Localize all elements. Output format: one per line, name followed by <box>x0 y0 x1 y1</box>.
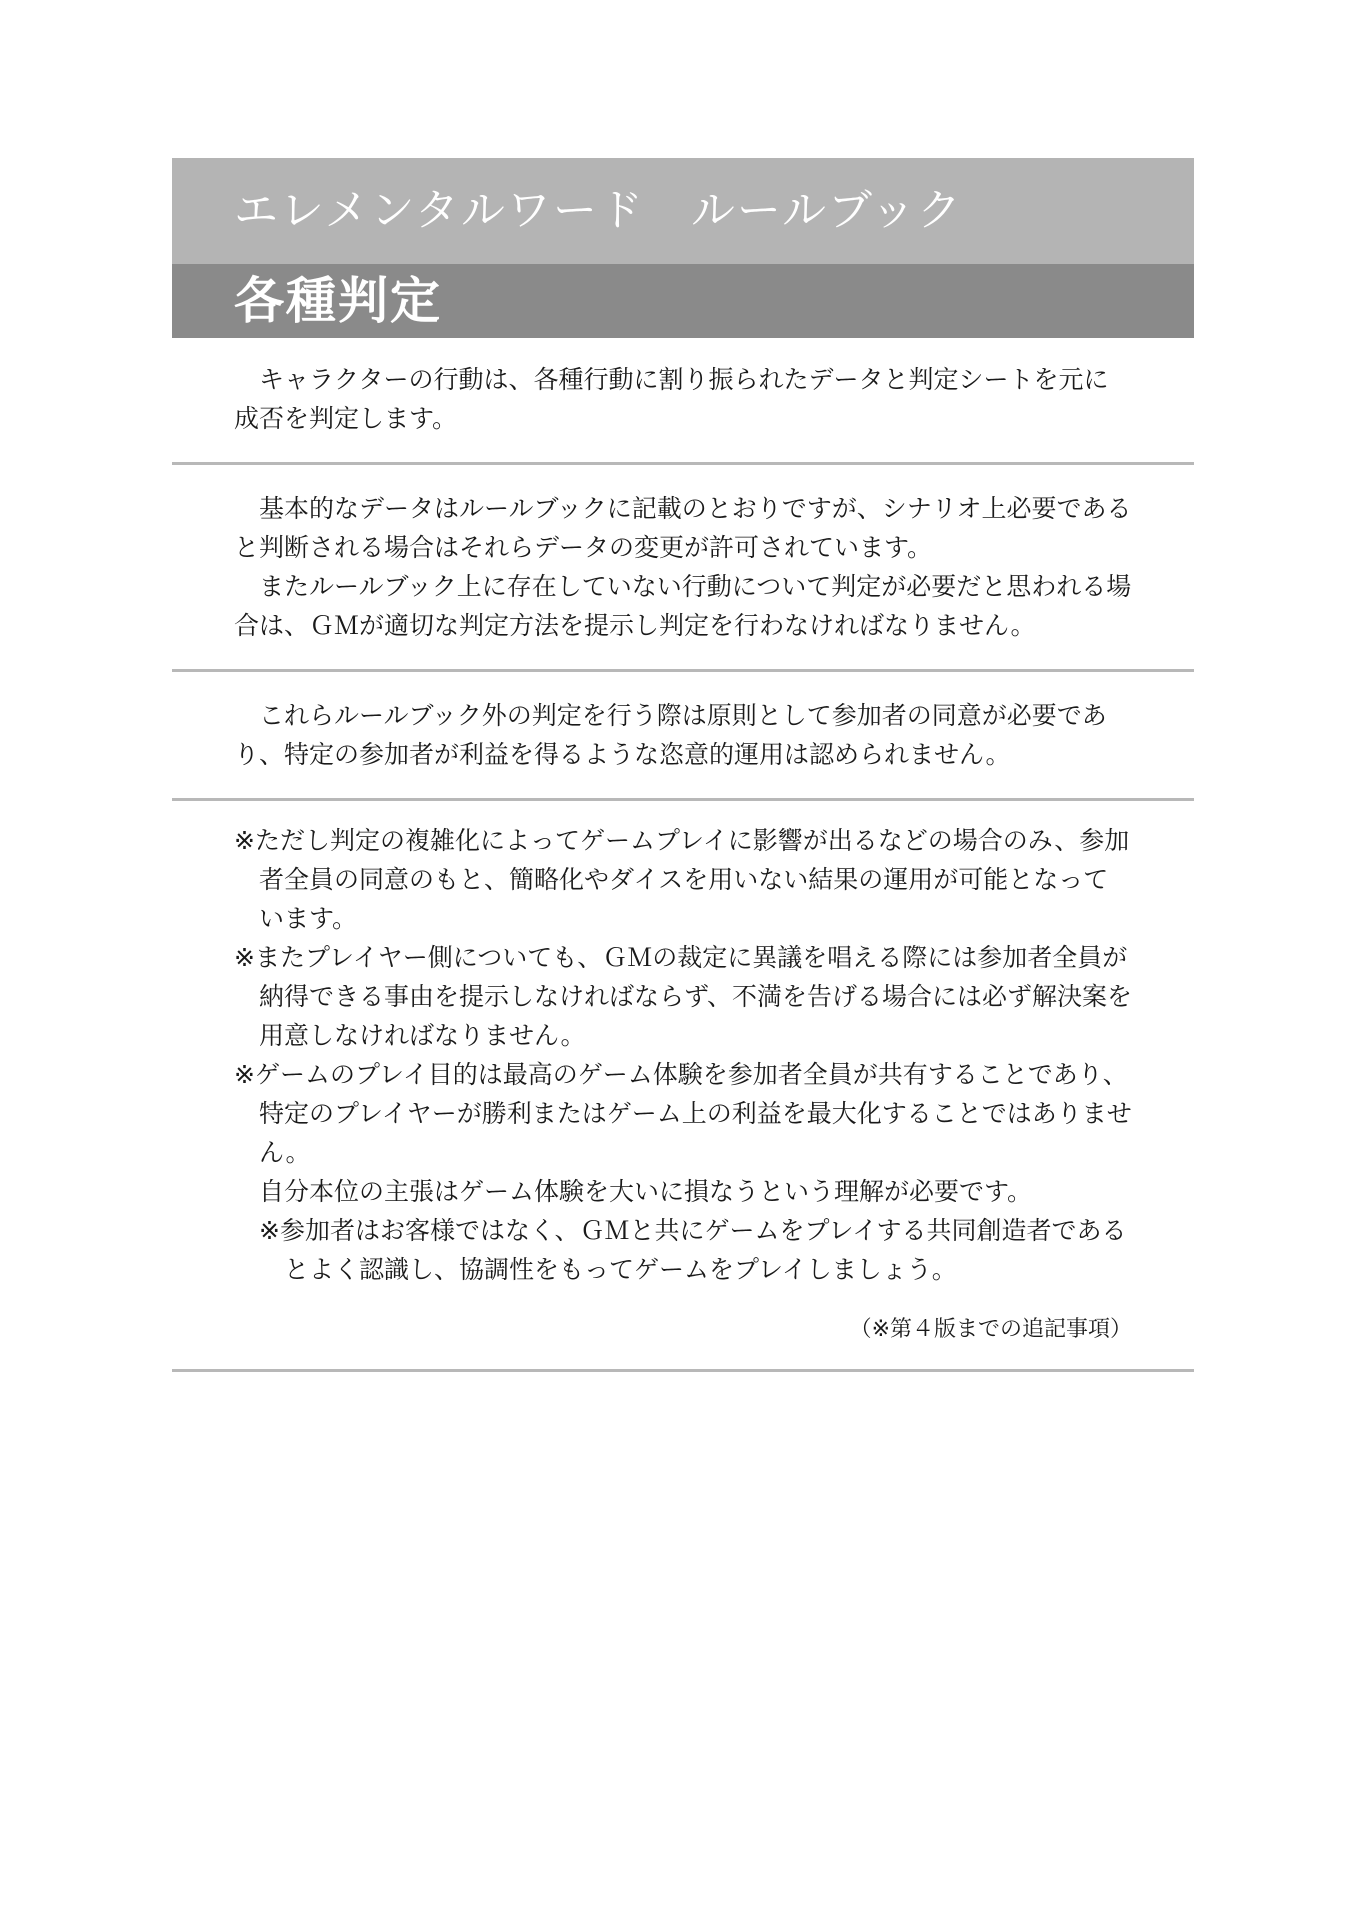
note-simplification: ※ただし判定の複雑化によってゲームプレイに影響が出るなどの場合のみ、参加者全員の同意のもと、簡略化やダイスを用いない結果の運用が可能となっています。 <box>234 826 1130 933</box>
section-consent <box>172 672 1194 801</box>
note-play-purpose: ※ゲームのプレイ目的は最高のゲーム体験を参加者全員が共有することであり、特定のプレイヤーが勝利またはゲーム上の利益を最大化することではありません。 <box>234 1060 1132 1167</box>
page-title: 各種判定 <box>172 264 1194 338</box>
paragraph-intro: キャラクターの行動は、各種行動に割り振られたデータと判定シートを元に成否を判定します。 <box>234 365 1109 433</box>
subnote-co-creator: ※参加者はお客様ではなく、ＧＭと共にゲームをプレイする共同創造者であるとよく認識し、協調性をもってゲームをプレイしましょう。 <box>259 1216 1127 1284</box>
section-data-modification <box>172 465 1194 672</box>
paragraph-consent: これらルールブック外の判定を行う際は原則として参加者の同意が必要であり、特定の参加者が利益を得るような恣意的運用は認められません。 <box>234 701 1107 769</box>
note-play-purpose-continued: 自分本位の主張はゲーム体験を大いに損なうという理解が必要です。 <box>259 1177 1033 1206</box>
paragraph-data-basic: 基本的なデータはルールブックに記載のとおりですが、シナリオ上必要であると判断される場合はそれらデータの変更が許可されています。 <box>234 494 1132 562</box>
section-notes <box>172 801 1194 1372</box>
section-intro <box>172 338 1194 465</box>
series-title: エレメンタルワード ルールブック <box>172 158 1194 264</box>
paragraph-data-gm: またルールブック上に存在していない行動について判定が必要だと思われる場合は、ＧＭが適切な判定方法を提示し判定を行わなければなりません。 <box>234 572 1132 640</box>
rulebook-page <box>172 158 1194 1372</box>
note-player-objection: ※またプレイヤー側についても、ＧＭの裁定に異議を唱える際には参加者全員が納得できる事由を提示しなければならず、不満を告げる場合には必ず解決案を用意しなければなりません。 <box>234 943 1133 1050</box>
addendum-label: （※第４版までの追記事項） <box>849 1317 1132 1342</box>
